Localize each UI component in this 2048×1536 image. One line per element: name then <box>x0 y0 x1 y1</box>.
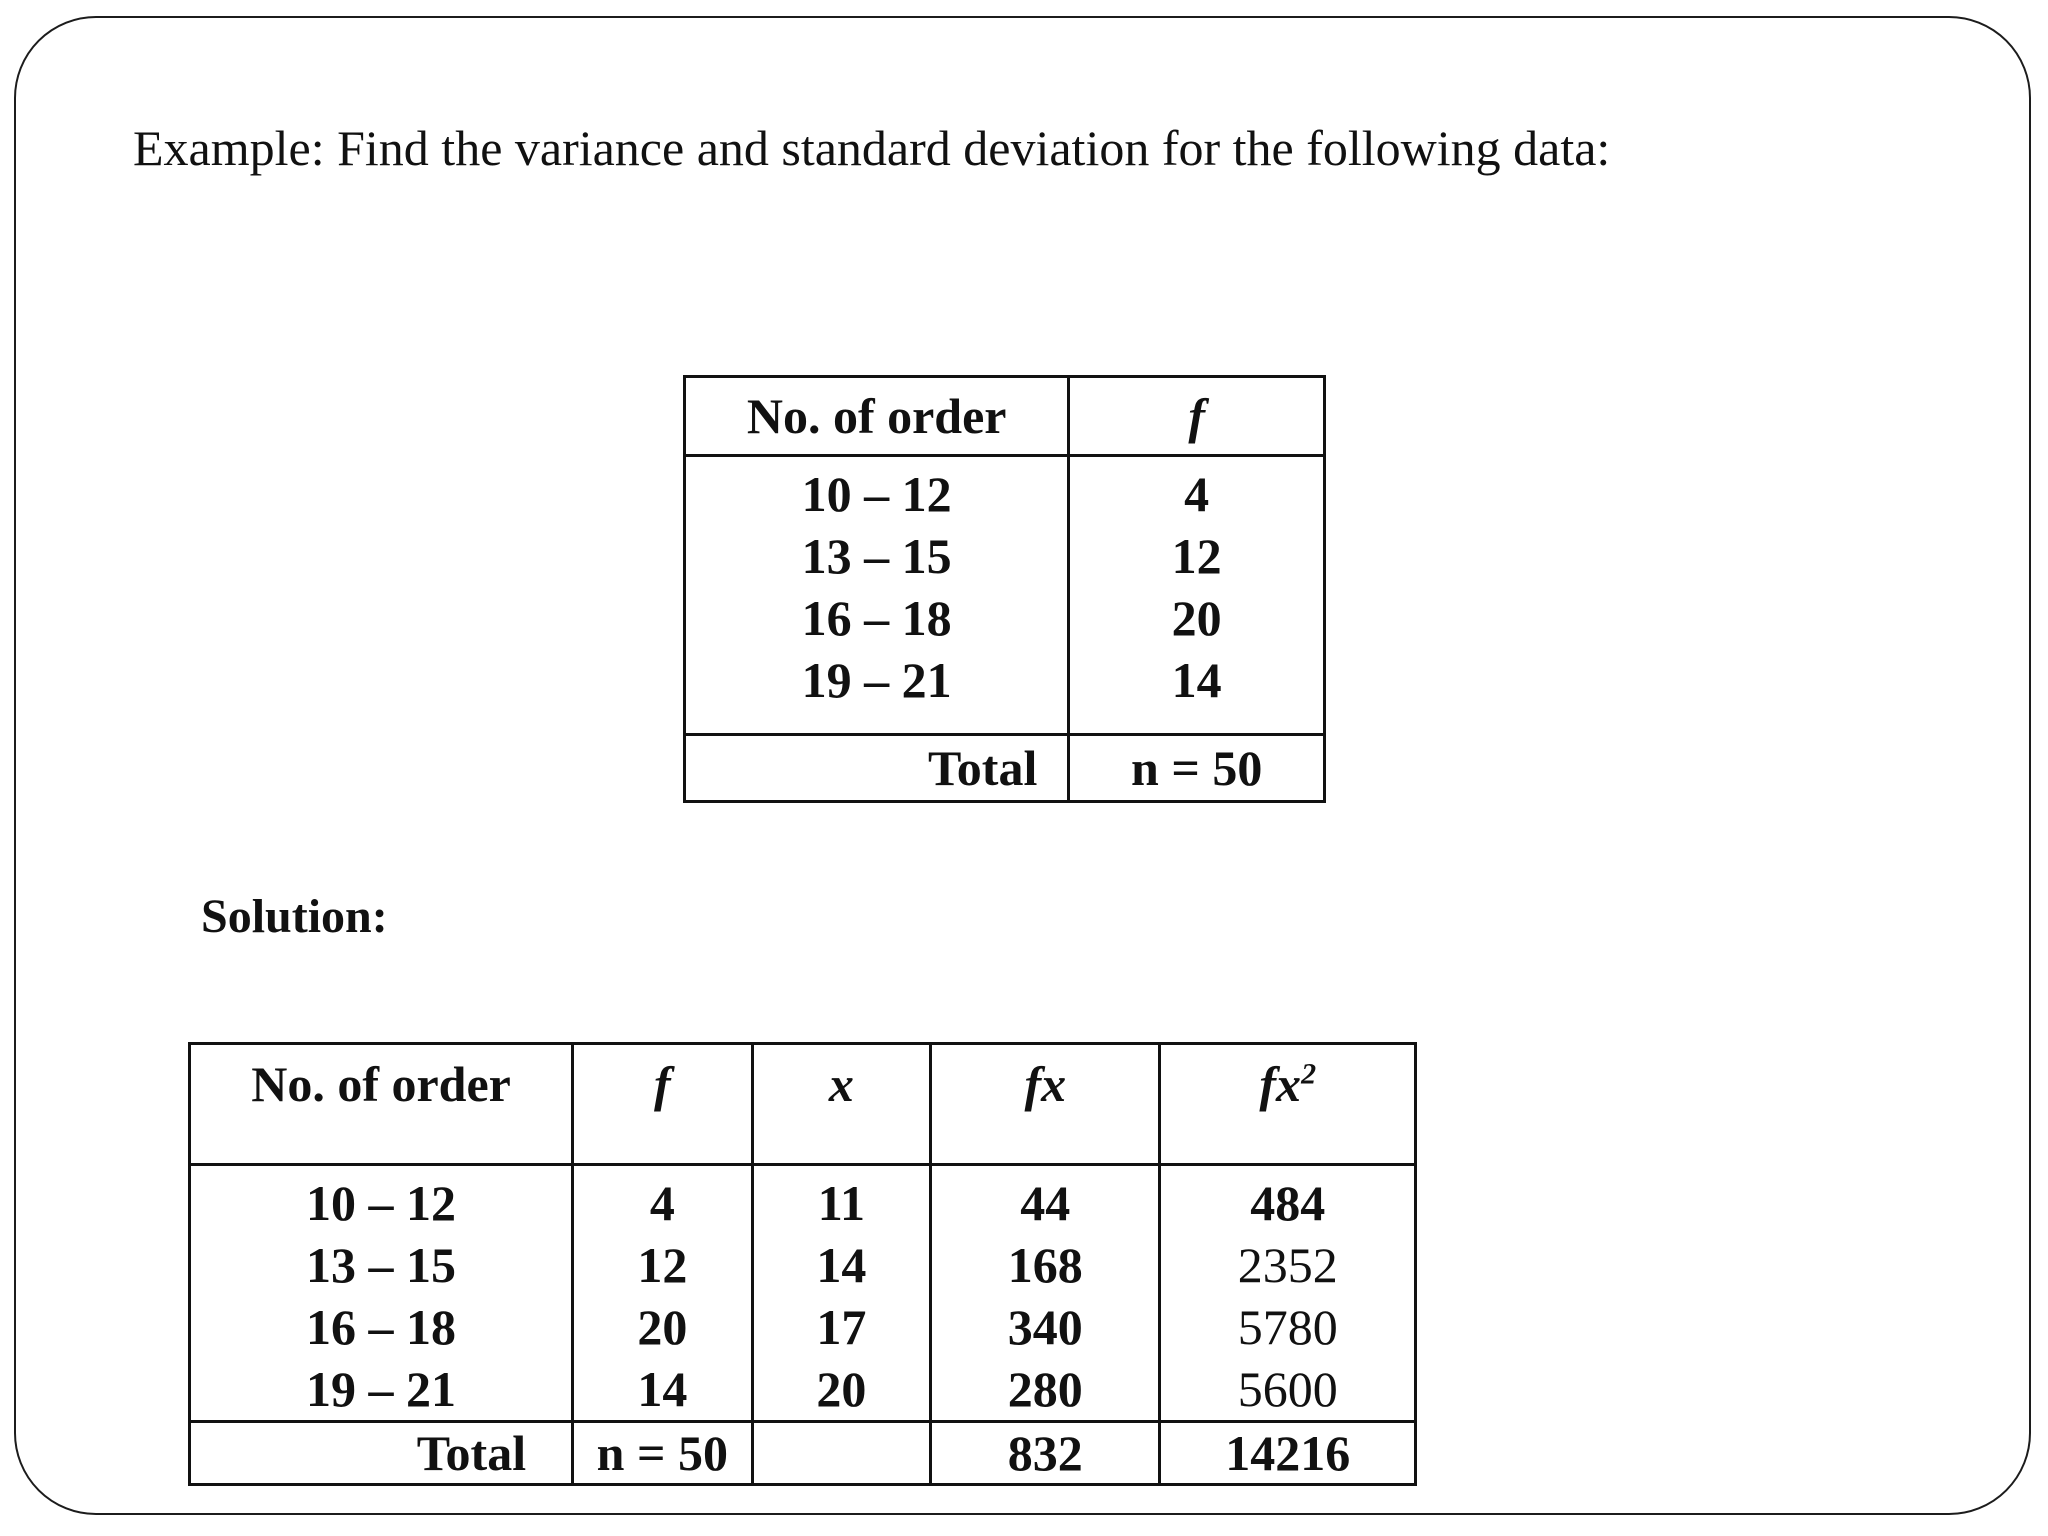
frequency: 20 <box>573 1296 752 1358</box>
header-no-of-order: No. of order <box>190 1044 573 1165</box>
header-fx: fx <box>931 1044 1160 1165</box>
class-interval: 16 – 18 <box>685 587 1069 649</box>
fx-value: 340 <box>931 1296 1160 1358</box>
header-fx-squared-base: fx <box>1259 1056 1302 1112</box>
table-row <box>685 649 1325 735</box>
table-row <box>685 525 1325 587</box>
midpoint: 14 <box>752 1234 931 1296</box>
table-row <box>190 1358 1416 1422</box>
fx-value: 168 <box>931 1234 1160 1296</box>
fx-squared-value: 2352 <box>1160 1234 1416 1296</box>
table-header-row <box>190 1044 1416 1165</box>
header-x: x <box>752 1044 931 1165</box>
total-label: Total <box>685 735 1069 802</box>
frequency: 12 <box>1069 525 1325 587</box>
frequency: 12 <box>573 1234 752 1296</box>
class-interval: 13 – 15 <box>190 1234 573 1296</box>
total-x-empty <box>752 1422 931 1485</box>
class-interval: 13 – 15 <box>685 525 1069 587</box>
frequency: 4 <box>573 1165 752 1235</box>
table-header-row <box>685 377 1325 456</box>
frequency: 14 <box>573 1358 752 1422</box>
header-f: f <box>573 1044 752 1165</box>
table-row <box>190 1165 1416 1235</box>
total-value: n = 50 <box>1069 735 1325 802</box>
class-interval: 16 – 18 <box>190 1296 573 1358</box>
fx-value: 44 <box>931 1165 1160 1235</box>
header-fx-squared <box>1160 1044 1416 1165</box>
table-row <box>685 456 1325 526</box>
solution-label: Solution: <box>201 890 388 943</box>
fx-squared-value: 484 <box>1160 1165 1416 1235</box>
midpoint: 17 <box>752 1296 931 1358</box>
total-fx: 832 <box>931 1422 1160 1485</box>
total-row <box>685 735 1325 802</box>
header-no-of-order: No. of order <box>685 377 1069 456</box>
table-row <box>190 1296 1416 1358</box>
total-n: n = 50 <box>573 1422 752 1485</box>
class-interval: 10 – 12 <box>685 456 1069 526</box>
frequency: 20 <box>1069 587 1325 649</box>
header-f: f <box>1069 377 1325 456</box>
class-interval: 19 – 21 <box>190 1358 573 1422</box>
total-row <box>190 1422 1416 1485</box>
frequency-table <box>683 375 1326 803</box>
class-interval: 19 – 21 <box>685 649 1069 735</box>
header-fx-squared-exponent: 2 <box>1301 1057 1317 1091</box>
total-fx-squared: 14216 <box>1160 1422 1416 1485</box>
class-interval: 10 – 12 <box>190 1165 573 1235</box>
midpoint: 20 <box>752 1358 931 1422</box>
solution-table <box>188 1042 1417 1486</box>
midpoint: 11 <box>752 1165 931 1235</box>
fx-value: 280 <box>931 1358 1160 1422</box>
question-text: Example: Find the variance and standard deviation for the following data: <box>133 120 1611 176</box>
frequency: 14 <box>1069 649 1325 735</box>
fx-squared-value: 5780 <box>1160 1296 1416 1358</box>
fx-squared-value: 5600 <box>1160 1358 1416 1422</box>
table-row <box>685 587 1325 649</box>
table-row <box>190 1234 1416 1296</box>
frequency: 4 <box>1069 456 1325 526</box>
total-label: Total <box>190 1422 573 1485</box>
